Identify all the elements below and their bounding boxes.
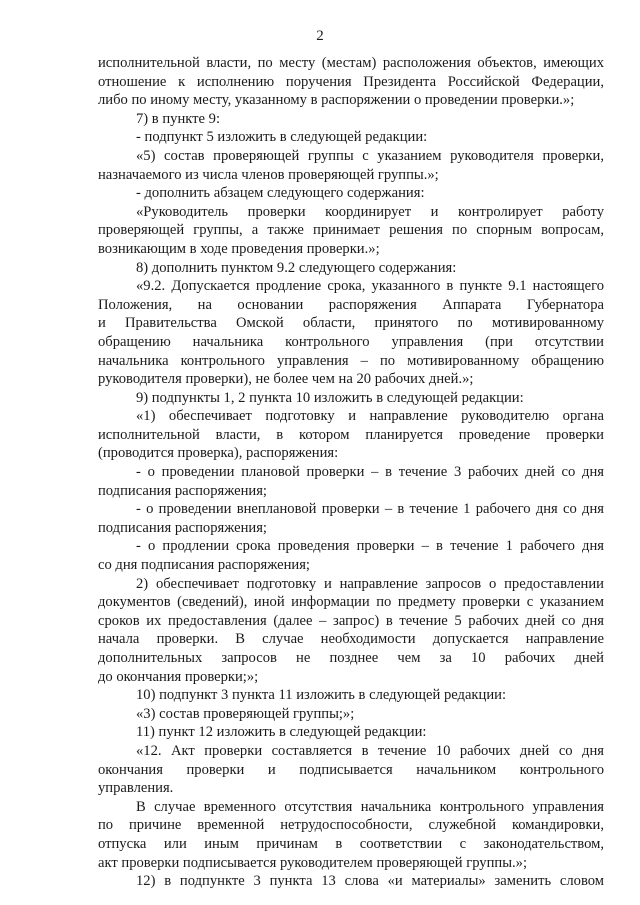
text-line: со дня подписания распоряжения; — [98, 557, 310, 574]
text-line: до окончания проверки;»; — [98, 668, 259, 685]
text-line: акт проверки подписывается руководителем проверяющей группы.»; — [98, 854, 528, 871]
text-line: (проводится проверка), распоряжения: — [98, 445, 339, 462]
text-line: 2) обеспечивает подготовку и направление запросов о предоставлении — [136, 575, 604, 592]
text-line: - о проведении внеплановой проверки – в течение 1 рабочего дня со дня — [136, 501, 604, 518]
text-line: - дополнить абзацем следующего содержания: — [136, 185, 425, 202]
text-line: отпуска или иным причинам в соответствии с законодательством, — [98, 835, 604, 852]
text-line: руководителя проверки), не более чем на 20 рабочих дней.»; — [98, 371, 474, 388]
text-line: подписания распоряжения; — [98, 519, 267, 536]
text-line: исполнительной власти, в котором планируется проведение проверки — [98, 426, 604, 443]
text-line: возникающим в ходе проведения проверки.»; — [98, 240, 380, 257]
text-line: сроков их предоставления (далее – запрос) в течение 5 рабочих дней со дня — [98, 612, 604, 629]
text-line: 11) пункт 12 изложить в следующей редакции: — [136, 724, 427, 741]
text-line: - о продлении срока проведения проверки – в течение 1 рабочего дня — [136, 538, 604, 555]
text-line: «12. Акт проверки составляется в течение 10 рабочих дней со дня — [136, 742, 604, 759]
text-line: либо по иному месту, указанному в распоряжении о проведении проверки.»; — [98, 92, 575, 109]
page-number: 2 — [316, 28, 324, 44]
text-line: документов (сведений), иной информации по предмету проверки с указанием — [98, 594, 604, 611]
text-line: - подпункт 5 изложить в следующей редакции: — [136, 129, 428, 146]
text-line: по причине временной нетрудоспособности, служебной командировки, — [98, 817, 604, 834]
text-line: - о проведении плановой проверки – в течение 3 рабочих дней со дня — [136, 464, 604, 481]
text-line: дополнительных запросов не позднее чем за 10 рабочих дней — [98, 650, 604, 666]
text-line: окончания проверки и подписывается начальником контрольного — [98, 761, 604, 778]
document-body — [98, 54, 604, 891]
text-line: исполнительной власти, по месту (местам) расположения объектов, имеющих — [98, 55, 604, 71]
text-line: проверяющей группы, а также принимает решения по спорным вопросам, — [98, 222, 604, 239]
text-line: «3) состав проверяющей группы;»; — [136, 705, 355, 722]
text-line: 8) дополнить пунктом 9.2 следующего содержания: — [136, 259, 457, 276]
text-line: 10) подпункт 3 пункта 11 изложить в следующей редакции: — [136, 687, 507, 704]
text-line: «Руководитель проверки координирует и контролирует работу — [136, 203, 604, 220]
text-line: «5) состав проверяющей группы с указанием руководителя проверки, — [136, 147, 604, 164]
text-line: 7) в пункте 9: — [136, 110, 221, 127]
text-line: отношение к исполнению поручения Президента Российской Федерации, — [98, 73, 604, 90]
text-line: подписания распоряжения; — [98, 482, 267, 499]
text-line: 9) подпункты 1, 2 пункта 10 изложить в следующей редакции: — [136, 389, 524, 406]
text-line: и Правительства Омской области, принятого по мотивированному — [98, 315, 604, 332]
text-line: назначаемого из числа членов проверяющей группы.»; — [98, 166, 439, 183]
text-line: обращению начальника контрольного управления (при отсутствии — [98, 333, 604, 350]
text-line: начальника контрольного управления – по мотивированному обращению — [98, 352, 604, 369]
text-line: 12) в подпункте 3 пункта 13 слова «и материалы» заменить словом — [136, 873, 604, 890]
text-line: «1) обеспечивает подготовку и направление руководителю органа — [136, 408, 604, 425]
text-line: Положения, на основании распоряжения Аппарата Губернатора — [98, 296, 604, 313]
text-line: управления. — [98, 780, 174, 797]
text-line: «9.2. Допускается продление срока, указанного в пункте 9.1 настоящего — [136, 278, 604, 295]
text-line: В случае временного отсутствия начальника контрольного управления — [136, 798, 604, 815]
text-line: начала проверки. В случае необходимости допускается направление — [98, 631, 604, 648]
